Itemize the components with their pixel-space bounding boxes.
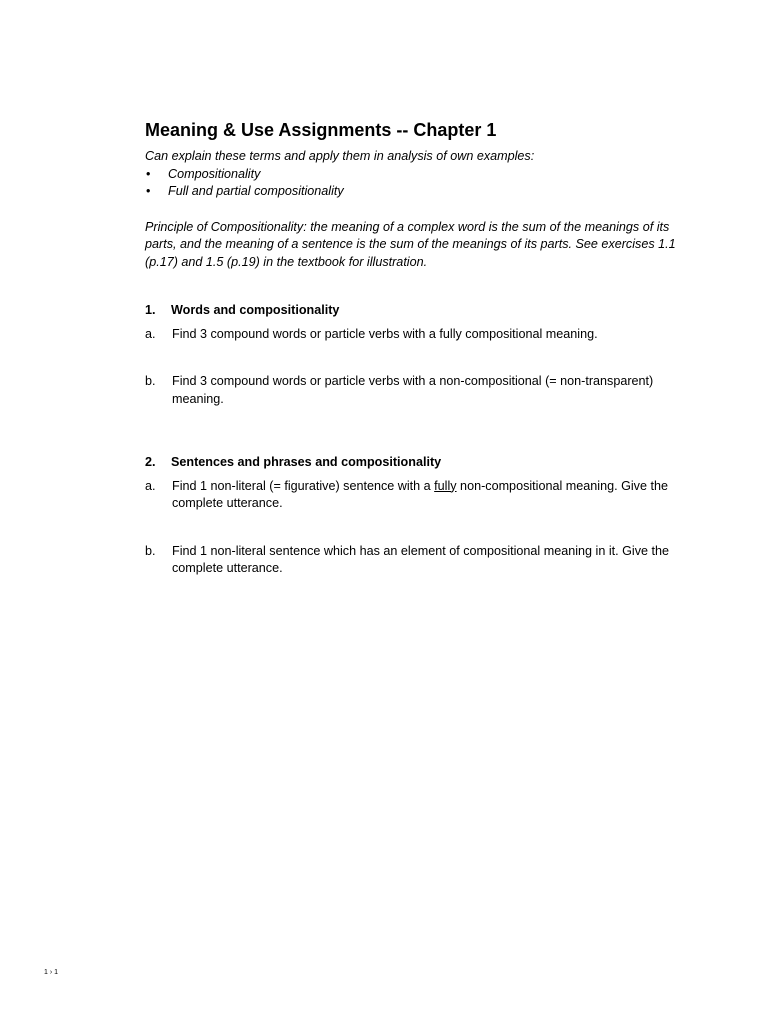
section-number: 2.: [145, 455, 156, 469]
item-text: Find 3 compound words or particle verbs with a fully compositional meaning.: [172, 326, 598, 341]
list-item: [145, 166, 693, 184]
section-words: [145, 302, 693, 408]
section-sentences: [145, 454, 693, 578]
assignment-item: [145, 543, 693, 578]
intro-text: Can explain these terms and apply them in analysis of own examples:: [145, 149, 535, 163]
item-text: Find 3 compound words or particle verbs with a non-compositional (= non-transparent) meaning.: [172, 374, 654, 406]
underlined-word: fully: [434, 478, 457, 493]
terms-list: [145, 166, 693, 201]
item-letter: a.: [145, 478, 156, 493]
document-title: Meaning & Use Assignments -- Chapter 1: [145, 120, 497, 140]
item-text: Find 1 non-literal sentence which has an element of compositional meaning in it. Give the complete utterance.: [172, 543, 670, 575]
item-text: [172, 478, 693, 513]
item-letter: a.: [145, 326, 156, 341]
item-letter: b.: [145, 374, 156, 388]
section-title: Sentences and phrases and compositionality: [171, 455, 442, 469]
list-item: [145, 183, 693, 201]
bullet-icon: •: [146, 184, 151, 198]
term-label: Compositionality: [168, 166, 261, 181]
term-label: Full and partial compositionality: [168, 184, 344, 198]
section-heading: [145, 454, 693, 472]
assignment-item: [145, 373, 693, 408]
document-body: [145, 118, 693, 578]
section-number: 1.: [145, 303, 156, 317]
item-letter: b.: [145, 543, 156, 558]
assignment-item: [145, 326, 693, 344]
bullet-icon: •: [146, 166, 151, 181]
assignment-item: [145, 478, 693, 513]
section-title: Words and compositionality: [171, 303, 340, 317]
section-heading: [145, 302, 693, 320]
principle-paragraph: Principle of Compositionality: the meaning of a complex word is the sum of the meanings of its parts, and the meaning of a sentence is the sum of the meanings of its parts. See exercises 1.1 (p.17) and 1.5 (p.19) in the textbook for illustration.: [145, 219, 676, 269]
page-number: 1 › 1: [44, 969, 59, 976]
item-text-end: non-compositional meaning. Give the complete utterance.: [172, 478, 668, 510]
item-text-start: Find 1 non-literal (= figurative) sentence with a: [172, 478, 435, 493]
